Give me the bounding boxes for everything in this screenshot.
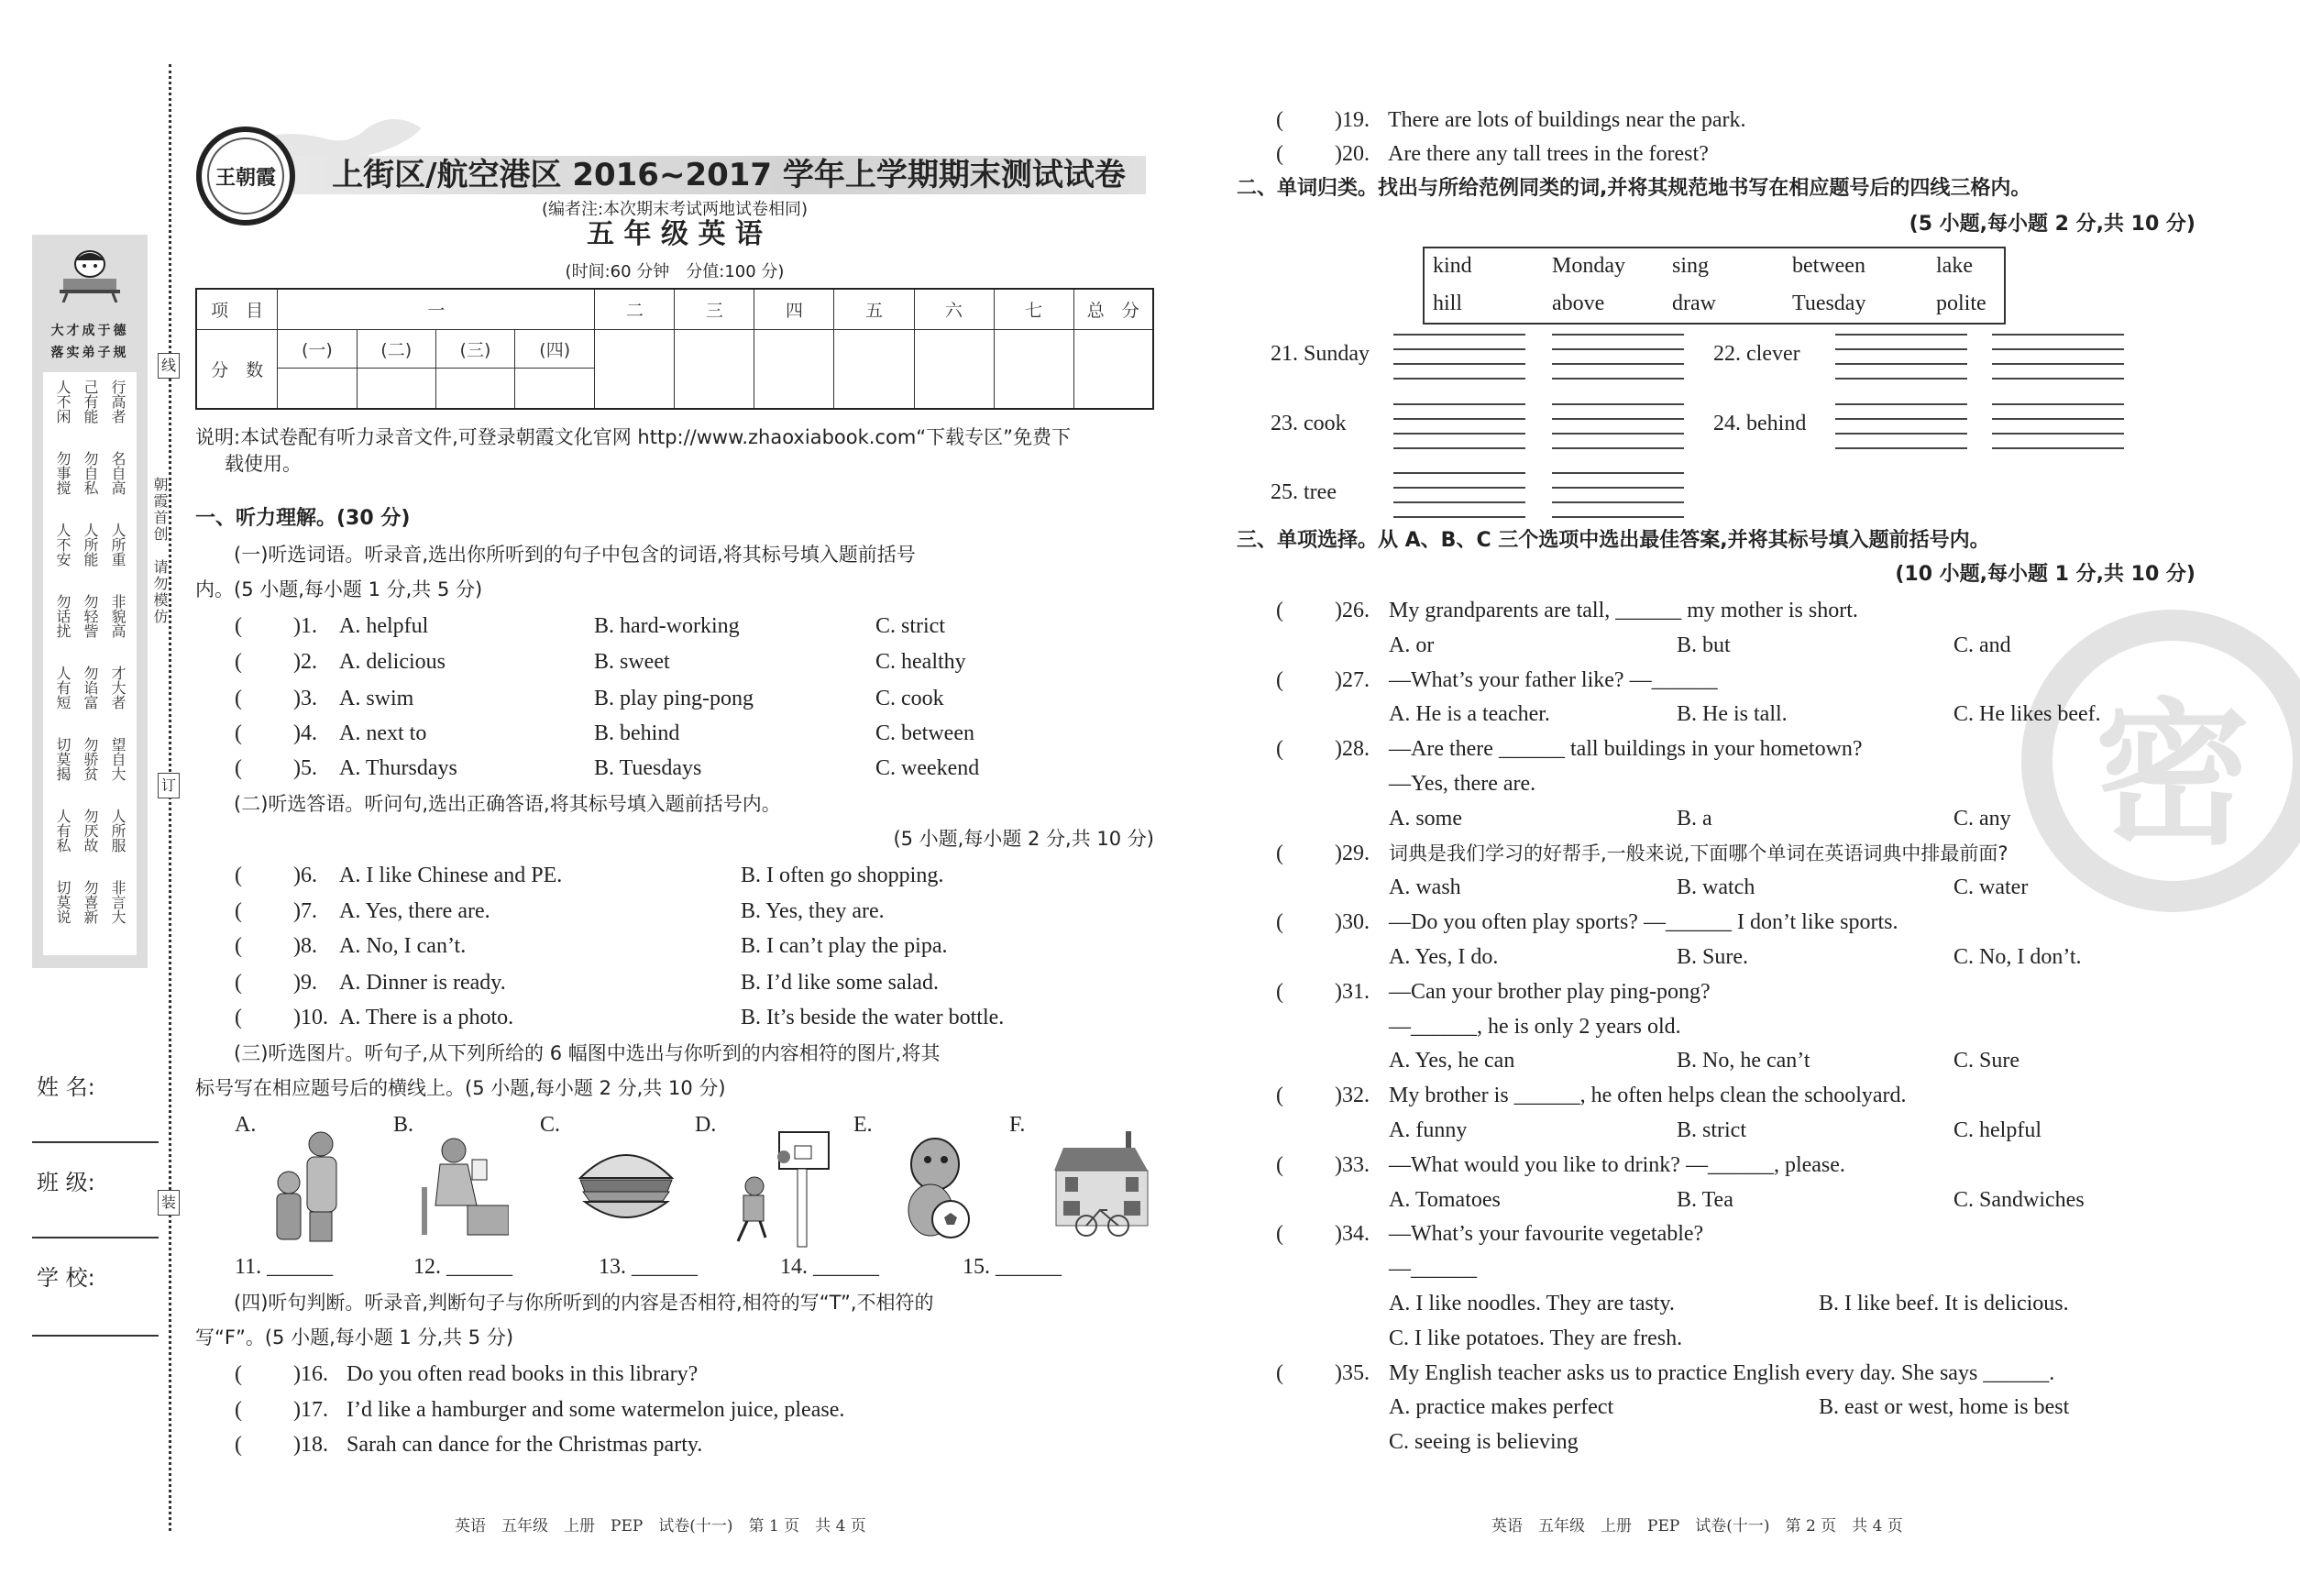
- binding-mark-zhuang: 装: [158, 1190, 180, 1216]
- motto-column: 人所能: [82, 523, 99, 567]
- student-reading-icon: [58, 244, 122, 303]
- option-c: C. Sandwiches: [1953, 1187, 2085, 1212]
- question-number: )5.: [293, 756, 317, 780]
- section-2-heading: 二、单词归类。找出与所给范例同类的词,并将其规范地书写在相应题号后的四线三格内。: [1237, 177, 2031, 200]
- s2-instructions: (二)听选答语。听问句,选出正确答语,将其标号填入题前括号内。: [234, 793, 781, 815]
- name-label: 姓 名:: [37, 1074, 95, 1100]
- hamburger-picture: [576, 1141, 677, 1224]
- statement: Are there any tall trees in the forest?: [1388, 142, 1709, 166]
- word-bank-word: between: [1792, 254, 1865, 278]
- motto-line-2: 落实弟子规: [50, 346, 129, 360]
- motto-column: 非言大: [109, 880, 127, 924]
- option-b: B. but: [1677, 633, 1731, 657]
- option-c: C. healthy: [875, 650, 966, 674]
- score-cell[interactable]: [515, 368, 595, 409]
- mother-and-child-picture: [266, 1128, 353, 1242]
- question-number: )35.: [1335, 1360, 1370, 1385]
- motto-column: 人所服: [109, 809, 127, 853]
- question-number: )2.: [293, 650, 317, 674]
- answer-bracket[interactable]: (: [1276, 910, 1283, 935]
- option-b: B. I like beef. It is delicious.: [1819, 1292, 2069, 1315]
- option-a: A. Dinner is ready.: [339, 971, 506, 995]
- question-number: )34.: [1335, 1222, 1370, 1247]
- option-b: B. hard-working: [594, 614, 740, 638]
- class-label: 班 级:: [37, 1170, 95, 1195]
- answer-bracket[interactable]: (: [1276, 1152, 1283, 1177]
- section-3-heading: 三、单项选择。从 A、B、C 三个选项中选出最佳答案,并将其标号填入题前括号内。: [1237, 529, 1990, 552]
- s2-score: (5 小题,每小题 2 分,共 10 分): [893, 828, 1154, 850]
- binding-mark-xian: 线: [158, 353, 180, 379]
- option-c: C. No, I don’t.: [1953, 945, 2082, 969]
- option-a: A. Thursdays: [339, 756, 457, 780]
- question-text: —Can your brother play ping-pong?: [1389, 979, 1711, 1004]
- header-part-6: 六: [914, 289, 994, 329]
- exam-title: 上街区/航空港区 2016~2017 学年上学期期末测试试卷: [332, 157, 1126, 193]
- motto-column: 切莫揭: [54, 737, 72, 781]
- option-a: A. or: [1389, 633, 1435, 657]
- question-text: —Do you often play sports? —______ I don’t like sports.: [1389, 910, 1898, 935]
- four-line-writing-grid[interactable]: [1835, 334, 1967, 392]
- option-b: B. strict: [1677, 1118, 1746, 1142]
- subject-title: 五 年 级 英 语: [587, 218, 763, 250]
- question-text: My English teacher asks us to practice English every day. She says ______.: [1389, 1360, 2055, 1385]
- motto-column: 名自高: [109, 451, 127, 495]
- motto-group: [49, 451, 131, 495]
- answer-bracket[interactable]: (: [1276, 667, 1283, 692]
- score-row-label: 分 数: [196, 329, 278, 409]
- footer-page-2: 英语 五年级 上册 PEP 试卷(十一) 第 2 页 共 4 页: [1491, 1517, 1903, 1535]
- question-number: )20.: [1335, 142, 1370, 166]
- option-b: B. watch: [1677, 875, 1755, 900]
- option-b: B. No, he can’t: [1677, 1049, 1810, 1073]
- question-text: —What’s your favourite vegetable?: [1389, 1222, 1704, 1247]
- answer-bracket[interactable]: (: [235, 1006, 242, 1029]
- question-text: —What’s your father like? —______: [1389, 667, 1718, 692]
- option-b: B. It’s beside the water bottle.: [741, 1006, 1005, 1029]
- score-cell[interactable]: [435, 368, 514, 409]
- picture-label: F.: [1009, 1113, 1026, 1137]
- answer-bracket[interactable]: (: [235, 934, 242, 958]
- motto-sidebar: [32, 235, 148, 968]
- logo-text: 王朝霞: [215, 165, 276, 190]
- option-a: A. He is a teacher.: [1389, 702, 1550, 727]
- four-line-writing-grid[interactable]: [1835, 403, 1967, 462]
- score-cell[interactable]: [754, 329, 834, 409]
- motto-column: 勿骄贫: [82, 737, 99, 781]
- header-part-5: 五: [834, 289, 914, 329]
- binding-mark-ding: 订: [158, 773, 180, 798]
- editor-note: (编者注:本次期末考试两地试卷相同): [541, 200, 809, 219]
- question-text: —What would you like to drink? —______, please.: [1389, 1152, 1845, 1177]
- motto-column: 人所重: [109, 523, 127, 567]
- word-bank-word: polite: [1936, 292, 1986, 315]
- statement: I’d like a hamburger and some watermelon juice, please.: [347, 1398, 845, 1422]
- motto-group: [49, 594, 131, 638]
- question-number: )16.: [293, 1362, 328, 1386]
- four-line-writing-grid[interactable]: [1992, 403, 2124, 462]
- question-number: )7.: [293, 899, 317, 923]
- motto-column: 勿厌故: [82, 809, 99, 853]
- motto-column: 才大者: [109, 666, 127, 710]
- option-c: C. He likes beef.: [1953, 702, 2101, 727]
- question-text: 词典是我们学习的好帮手,一般来说,下面哪个单词在英语词典中排最前面?: [1389, 842, 2008, 864]
- option-a: A. practice makes perfect: [1389, 1395, 1614, 1420]
- answer-bracket[interactable]: (: [1276, 599, 1283, 622]
- section-3-score: (10 小题,每小题 1 分,共 10 分): [1895, 563, 2195, 586]
- name-field[interactable]: [32, 1141, 159, 1143]
- class-field[interactable]: [32, 1237, 159, 1238]
- score-cell[interactable]: [278, 368, 357, 409]
- question-number: )33.: [1335, 1152, 1370, 1177]
- answer-bracket[interactable]: (: [235, 687, 242, 710]
- word-bank-word: Monday: [1552, 254, 1625, 278]
- motto-group: [49, 809, 131, 853]
- option-c: C. strict: [875, 614, 945, 638]
- word-bank-word: lake: [1936, 254, 1973, 278]
- confidential-watermark: 密: [2021, 610, 2300, 912]
- word-bank-word: draw: [1672, 292, 1716, 315]
- motto-column: 人不安: [54, 523, 72, 567]
- motto-group: [49, 380, 131, 424]
- answer-bracket[interactable]: (: [1276, 737, 1283, 762]
- motto-column: 行高者: [109, 380, 127, 424]
- answer-bracket[interactable]: (: [235, 899, 242, 923]
- four-line-writing-grid[interactable]: [1552, 472, 1684, 531]
- answer-bracket[interactable]: (: [1276, 108, 1283, 132]
- header-part-7: 七: [994, 289, 1073, 329]
- score-cell[interactable]: [834, 329, 914, 409]
- section-1-heading: 一、听力理解。(30 分): [195, 507, 411, 530]
- sub-part-2: (二): [357, 329, 435, 368]
- header-item: 项 目: [196, 289, 278, 329]
- word-bank-word: above: [1552, 292, 1605, 315]
- s3-instructions: 标号写在相应题号后的横线上。(5 小题,每小题 2 分,共 10 分): [195, 1077, 726, 1099]
- motto-column: 勿轻訾: [82, 594, 99, 638]
- sub-part-3: (三): [435, 329, 514, 368]
- notice-line-2: 载使用。: [225, 453, 302, 475]
- word-category-item: 24. behind: [1713, 412, 1807, 435]
- option-a: A. Yes, there are.: [339, 899, 490, 923]
- picture-answer-blank[interactable]: 14. ______: [780, 1255, 879, 1279]
- option-a: A. swim: [339, 687, 414, 710]
- option-b: B. I can’t play the pipa.: [741, 934, 948, 958]
- answer-bracket[interactable]: (: [235, 614, 242, 638]
- option-c: C. seeing is believing: [1389, 1430, 1579, 1455]
- question-number: )17.: [293, 1398, 328, 1422]
- option-c: C. I like potatoes. They are fresh.: [1389, 1326, 1683, 1350]
- option-a: A. wash: [1389, 875, 1461, 900]
- motto-column: 己有能: [82, 380, 99, 424]
- motto-groups: [43, 372, 137, 955]
- picture-label: D.: [695, 1113, 717, 1137]
- option-b: B. sweet: [594, 650, 670, 674]
- motto-column: 勿谄富: [82, 666, 99, 710]
- word-category-item: 22. clever: [1713, 342, 1800, 366]
- motto-column: 非貌高: [109, 594, 127, 638]
- sub-part-4: (四): [515, 329, 595, 368]
- boy-playing-basketball-picture: [729, 1129, 830, 1249]
- word-category-item: 23. cook: [1271, 412, 1347, 435]
- option-b: B. Tuesdays: [594, 756, 702, 780]
- score-cell[interactable]: [595, 329, 675, 409]
- option-b: B. He is tall.: [1677, 702, 1788, 727]
- answer-bracket[interactable]: (: [235, 1433, 242, 1457]
- option-a: A. next to: [339, 721, 427, 745]
- motto-column: 人有私: [54, 809, 72, 853]
- s1-instructions: 内。(5 小题,每小题 1 分,共 5 分): [195, 578, 483, 600]
- answer-bracket[interactable]: (: [235, 721, 242, 745]
- four-line-writing-grid[interactable]: [1552, 403, 1684, 462]
- sub-part-1: (一): [278, 329, 357, 368]
- motto-group: [49, 523, 131, 567]
- four-line-writing-grid[interactable]: [1552, 334, 1684, 392]
- motto-group: [49, 880, 131, 924]
- picture-label: B.: [393, 1113, 414, 1137]
- motto-column: 勿喜新: [82, 880, 99, 924]
- answer-bracket[interactable]: (: [1276, 1084, 1283, 1108]
- picture-label: A.: [235, 1113, 257, 1137]
- option-b: B. east or west, home is best: [1819, 1395, 2070, 1420]
- question-number: )1.: [293, 614, 317, 638]
- footer-page-1: 英语 五年级 上册 PEP 试卷(十一) 第 1 页 共 4 页: [455, 1517, 866, 1535]
- header-part-1: 一: [278, 289, 595, 329]
- motto-column: 勿事搅: [54, 451, 72, 495]
- option-a: A. delicious: [339, 650, 446, 674]
- option-c: C. any: [1953, 806, 2011, 831]
- score-cell[interactable]: [1073, 329, 1153, 409]
- option-a: A. some: [1389, 806, 1462, 831]
- option-a: A. Yes, he can: [1389, 1049, 1515, 1073]
- answer-bracket[interactable]: (: [235, 1362, 242, 1386]
- question-number: )18.: [293, 1433, 328, 1457]
- question-reply: —______: [1389, 1257, 1477, 1282]
- motto-line-1: 大才成于德: [50, 324, 129, 338]
- option-b: B. I’d like some salad.: [741, 971, 939, 995]
- question-reply: —______, he is only 2 years old.: [1389, 1014, 1681, 1039]
- option-c: C. helpful: [1953, 1118, 2041, 1142]
- answer-bracket[interactable]: (: [235, 650, 242, 674]
- answer-bracket[interactable]: (: [1276, 841, 1283, 865]
- four-line-writing-grid[interactable]: [1393, 334, 1525, 392]
- option-a: A. Yes, I do.: [1389, 945, 1499, 969]
- word-category-item: 25. tree: [1271, 480, 1337, 504]
- option-a: A. No, I can’t.: [339, 934, 467, 958]
- question-number: )26.: [1335, 599, 1370, 622]
- motto-column: 勿话扰: [54, 594, 72, 638]
- statement: Sarah can dance for the Christmas party.: [347, 1433, 703, 1457]
- score-cell[interactable]: [914, 329, 994, 409]
- word-bank-word: sing: [1672, 254, 1710, 278]
- question-number: )27.: [1335, 667, 1370, 692]
- question-number: )9.: [293, 971, 317, 995]
- option-b: B. Tea: [1677, 1187, 1733, 1212]
- question-number: )6.: [293, 864, 317, 887]
- four-line-writing-grid[interactable]: [1393, 403, 1525, 462]
- question-text: My brother is ______, he often helps clean the schoolyard.: [1389, 1084, 1907, 1108]
- option-c: C. cook: [875, 687, 944, 710]
- dog-with-ball-picture: [894, 1132, 981, 1242]
- option-a: A. Tomatoes: [1389, 1187, 1501, 1212]
- word-bank-word: kind: [1433, 254, 1472, 278]
- s3-instructions: (三)听选图片。听句子,从下列所给的 6 幅图中选出与你听到的内容相符的图片,将其: [234, 1042, 941, 1064]
- option-a: A. There is a photo.: [339, 1006, 514, 1029]
- motto-column: 望自大: [109, 737, 127, 781]
- answer-bracket[interactable]: (: [235, 864, 242, 887]
- question-number: )4.: [293, 721, 317, 745]
- picture-label: E.: [853, 1113, 873, 1137]
- question-number: )19.: [1335, 108, 1370, 132]
- answer-bracket[interactable]: (: [235, 971, 242, 995]
- answer-bracket[interactable]: (: [235, 756, 242, 780]
- man-reading-picture: [417, 1132, 509, 1238]
- motto-column: 切莫说: [54, 880, 72, 924]
- question-number: )32.: [1335, 1084, 1370, 1108]
- option-b: B. behind: [594, 721, 680, 745]
- time-and-score: (时间:60 分钟 分值:100 分): [565, 262, 785, 281]
- s4-instructions: 写“F”。(5 小题,每小题 1 分,共 5 分): [195, 1326, 514, 1348]
- score-cell[interactable]: [994, 329, 1073, 409]
- question-number: )28.: [1335, 737, 1370, 762]
- motto-group: [49, 737, 131, 781]
- motto-group: [49, 666, 131, 710]
- score-table: [195, 288, 1154, 410]
- option-b: B. Yes, they are.: [741, 899, 885, 923]
- option-a: A. I like noodles. They are tasty.: [1389, 1292, 1675, 1315]
- score-cell[interactable]: [357, 368, 435, 409]
- option-c: C. water: [1953, 875, 2029, 900]
- option-a: A. I like Chinese and PE.: [339, 864, 563, 887]
- word-category-item: 21. Sunday: [1271, 342, 1370, 366]
- option-a: A. helpful: [339, 614, 429, 638]
- option-b: B. I often go shopping.: [741, 864, 944, 887]
- answer-bracket[interactable]: (: [235, 1398, 242, 1422]
- header-part-4: 四: [754, 289, 834, 329]
- motto-column: 人有短: [54, 666, 72, 710]
- score-cell[interactable]: [675, 329, 754, 409]
- answer-bracket[interactable]: (: [1276, 1222, 1283, 1247]
- motto-column: 人不闲: [54, 380, 72, 424]
- four-line-writing-grid[interactable]: [1393, 472, 1525, 531]
- motto-column: 勿自私: [82, 451, 99, 495]
- option-b: B. Sure.: [1677, 945, 1748, 969]
- four-line-writing-grid[interactable]: [1992, 334, 2124, 392]
- school-field[interactable]: [32, 1335, 159, 1337]
- answer-bracket[interactable]: (: [1276, 1360, 1283, 1385]
- school-label: 学 校:: [37, 1265, 95, 1291]
- s4-instructions: (四)听句判断。听录音,判断句子与你所听到的内容是否相符,相符的写“T”,不相符的: [234, 1292, 934, 1314]
- house-with-bicycle-picture: [1045, 1129, 1155, 1239]
- question-number: )8.: [293, 934, 317, 958]
- picture-answer-blank[interactable]: 12. ______: [413, 1255, 512, 1279]
- word-bank-word: hill: [1433, 292, 1463, 315]
- question-number: )30.: [1335, 910, 1370, 935]
- s1-instructions: (一)听选词语。听录音,选出你所听到的句子中包含的词语,将其标号填入题前括号: [234, 544, 916, 566]
- option-c: C. between: [875, 721, 974, 745]
- question-number: )3.: [293, 687, 317, 710]
- copyright-vertical-text: 朝霞首创 请勿模仿: [151, 477, 169, 625]
- option-b: B. play ping-pong: [594, 687, 754, 710]
- option-c: C. and: [1953, 633, 2011, 657]
- option-b: B. a: [1677, 806, 1712, 831]
- option-c: C. weekend: [875, 756, 980, 780]
- header-total: 总 分: [1073, 289, 1153, 329]
- question-number: )29.: [1335, 841, 1370, 865]
- option-c: C. Sure: [1953, 1049, 2019, 1073]
- answer-bracket[interactable]: (: [1276, 979, 1283, 1004]
- picture-label: C.: [540, 1113, 561, 1137]
- question-number: )10.: [293, 1006, 328, 1029]
- picture-answer-blank[interactable]: 15. ______: [963, 1255, 1062, 1279]
- picture-answer-blank[interactable]: 13. ______: [599, 1255, 698, 1279]
- header-part-3: 三: [675, 289, 754, 329]
- question-text: My grandparents are tall, ______ my mother is short.: [1389, 599, 1858, 622]
- word-bank-word: Tuesday: [1792, 292, 1866, 315]
- question-reply: —Yes, there are.: [1389, 772, 1536, 796]
- question-number: )31.: [1335, 979, 1370, 1004]
- answer-bracket[interactable]: (: [1276, 142, 1283, 166]
- option-a: A. funny: [1389, 1118, 1468, 1142]
- question-text: —Are there ______ tall buildings in your hometown?: [1389, 737, 1863, 762]
- picture-answer-blank[interactable]: 11. ______: [235, 1255, 334, 1279]
- section-2-score: (5 小题,每小题 2 分,共 10 分): [1909, 213, 2195, 236]
- header-part-2: 二: [595, 289, 675, 329]
- statement: Do you often read books in this library?: [347, 1362, 699, 1386]
- statement: There are lots of buildings near the park.: [1388, 108, 1746, 132]
- notice-line-1: 说明:本试卷配有听力录音文件,可登录朝霞文化官网 http://www.zhaoxiabook.com“下载专区”免费下: [195, 426, 1072, 448]
